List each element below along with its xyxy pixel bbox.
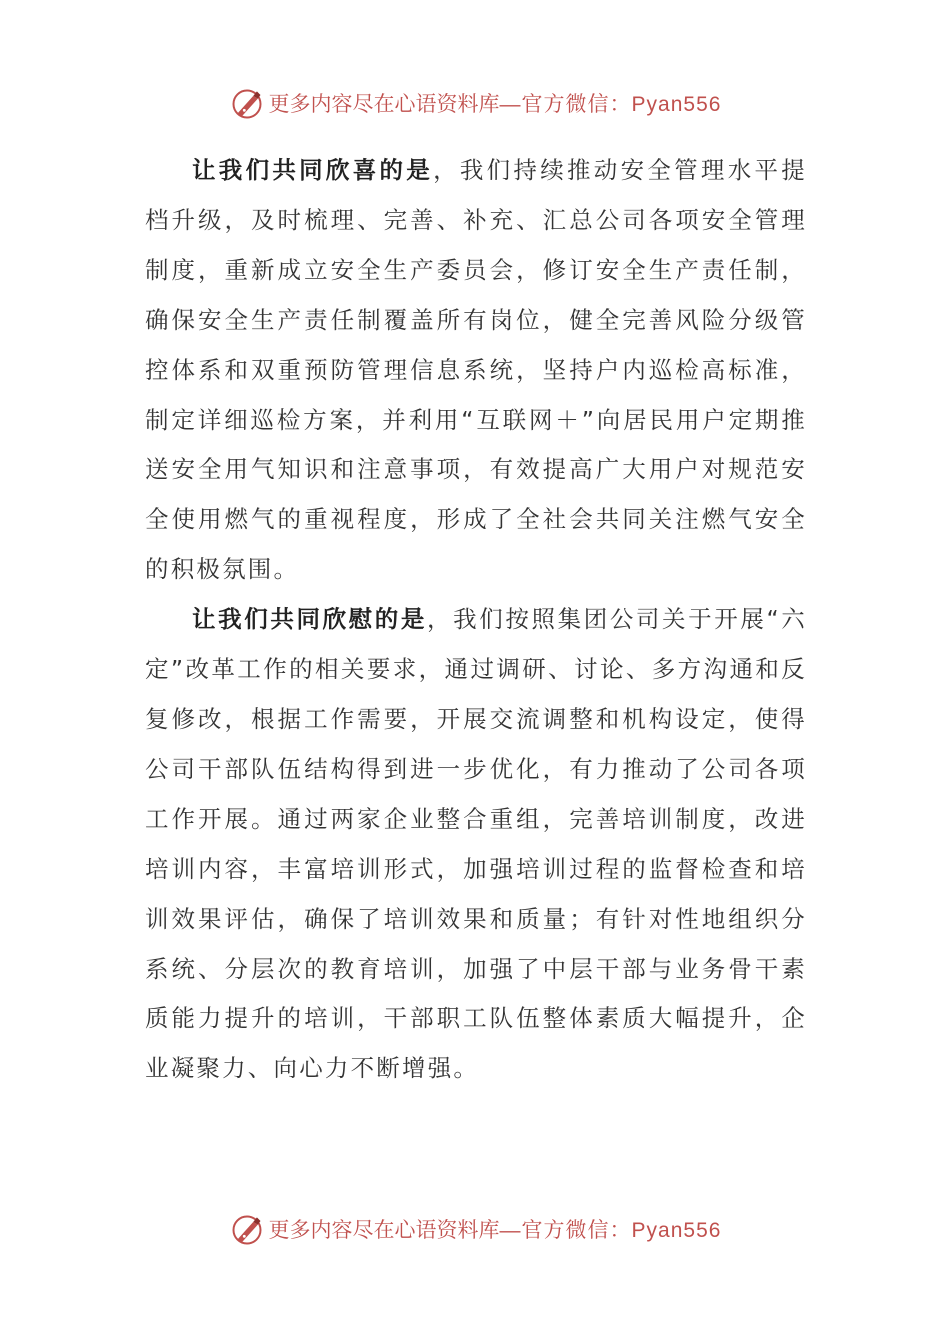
header-banner	[0, 84, 950, 124]
paragraph-2	[145, 595, 807, 1094]
paragraph-lead: 让我们共同欣慰的是	[192, 605, 428, 634]
banner-text: 更多内容尽在心语资料库—官方微信：Pyan556	[268, 1217, 722, 1242]
paragraph-text: ，我们按照集团公司关于开展“六定”改革工作的相关要求，通过调研、讨论、多方沟通和反复修改，根据工作需要，开展交流调整和机构设定，使得公司干部队伍结构得到进一步优化，有力推动了公司各项工作开展。通过两家企业整合重组，完善培训制度，改进培训内容，丰富培训形式，加强培训过程的监督检查和培训效果评估，确保了培训效果和质量；有针对性地组织分系统、分层次的教育培训，加强了中层干部与业务骨干素质能力提升的培训，干部职工队伍整体素质大幅提升，企业凝聚力、向心力不断增强。	[145, 605, 807, 1083]
footer-banner	[0, 1210, 950, 1250]
paragraph-1	[145, 146, 807, 595]
document-body	[145, 146, 807, 1094]
pen-nib-icon	[229, 1212, 265, 1248]
paragraph-lead: 让我们共同欣喜的是	[192, 156, 434, 184]
pen-nib-icon	[229, 86, 265, 122]
banner-text: 更多内容尽在心语资料库—官方微信：Pyan556	[268, 91, 722, 116]
paragraph-text: ，我们持续推动安全管理水平提档升级，及时梳理、完善、补充、汇总公司各项安全管理制度，重新成立安全生产委员会，修订安全生产责任制，确保安全生产责任制覆盖所有岗位，健全完善风险分级管控体系和双重预防管理信息系统，坚持户内巡检高标准，制定详细巡检方案，并利用“互联网＋”向居民用户定期推送安全用气知识和注意事项，有效提高广大用户对规范安全使用燃气的重视程度，形成了全社会共同关注燃气安全的积极氛围。	[145, 156, 807, 584]
